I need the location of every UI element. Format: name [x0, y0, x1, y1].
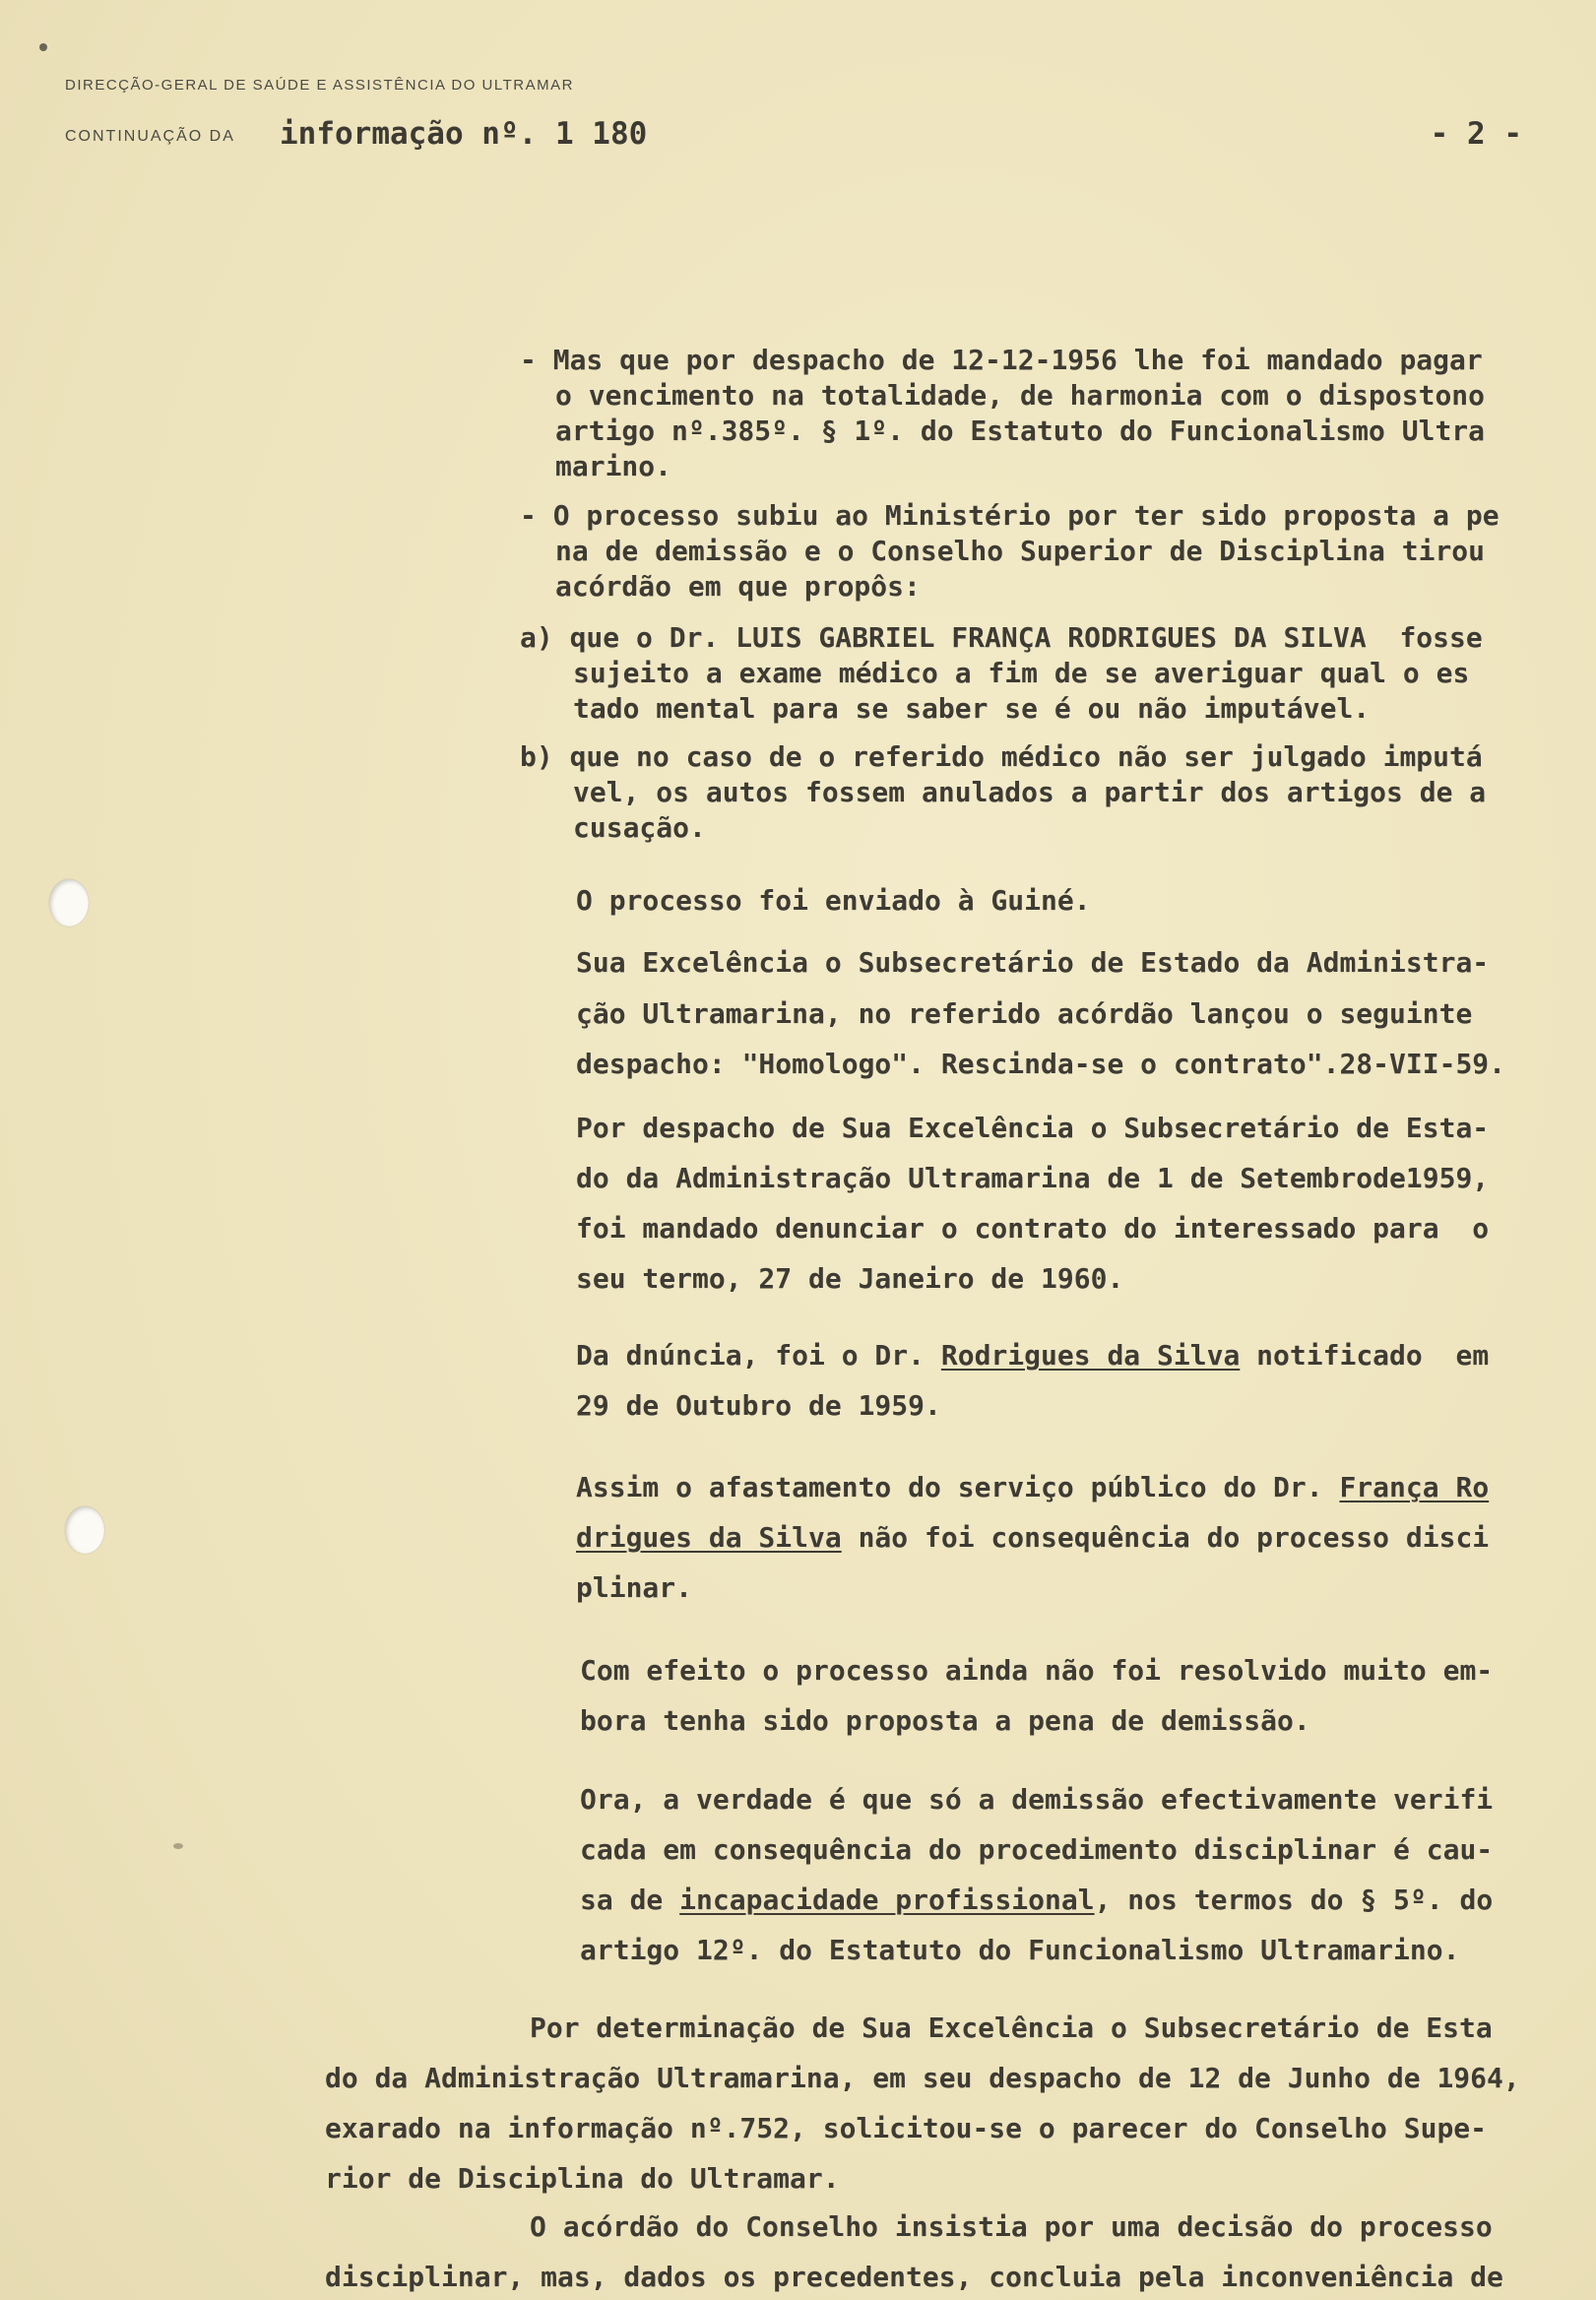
body-line: seu termo, 27 de Janeiro de 1960.: [576, 1262, 1124, 1295]
body-line: marino.: [555, 450, 672, 482]
body-line: vel, os autos fossem anulados a partir dos artigos de a: [573, 776, 1487, 808]
body-line: na de demissão e o Conselho Superior de Disciplina tirou: [555, 535, 1486, 567]
ink-speck: [39, 43, 47, 51]
body-line: do da Administração Ultramarina de 1 de Setembrode1959,: [576, 1162, 1490, 1194]
body-line: ção Ultramarina, no referido acórdão lançou o seguinte: [576, 997, 1473, 1030]
body-line: foi mandado denunciar o contrato do interessado para o: [576, 1212, 1490, 1245]
body-line: Sua Excelência o Subsecretário de Estado da Administra-: [576, 946, 1490, 979]
body-line: - Mas que por despacho de 12-12-1956 lhe foi mandado pagar: [520, 344, 1483, 376]
body-line: sujeito a exame médico a fim de se averiguar qual o es: [573, 657, 1470, 689]
body-line: Por despacho de Sua Excelência o Subsecretário de Esta-: [576, 1112, 1490, 1144]
body-line: b) que no caso de o referido médico não ser julgado imputá: [520, 740, 1483, 773]
body-line: tado mental para se saber se é ou não imputável.: [573, 692, 1371, 725]
page-number: - 2 -: [1430, 116, 1522, 152]
continuation-line: [65, 116, 1522, 156]
body-line: Assim o afastamento do serviço público do Dr. França Ro: [576, 1471, 1490, 1503]
punch-hole: [65, 1506, 104, 1554]
continuation-label: CONTINUAÇÃO DA: [65, 128, 235, 145]
underlined-phrase: drigues da Silva: [576, 1521, 842, 1554]
body-line: cada em consequência do procedimento disciplinar é cau-: [580, 1833, 1494, 1866]
body-line: rior de Disciplina do Ultramar.: [325, 2162, 840, 2195]
body-line: artigo nº.385º. § 1º. do Estatuto do Funcionalismo Ultra: [555, 415, 1486, 447]
body-line: disciplinar, mas, dados os precedentes, concluia pela inconveniência de: [325, 2261, 1503, 2293]
body-line: sa de incapacidade profissional, nos termos do § 5º. do: [580, 1884, 1494, 1916]
ink-speck: [173, 1843, 183, 1849]
body-line: exarado na informação nº.752, solicitou-se o parecer do Conselho Supe-: [325, 2112, 1488, 2144]
underlined-phrase: França Ro: [1339, 1471, 1490, 1503]
body-line: drigues da Silva não foi consequência do processo disci: [576, 1521, 1490, 1554]
letterhead: DIRECÇÃO-GERAL DE SAÚDE E ASSISTÊNCIA DO ULTRAMAR: [65, 77, 574, 94]
body-line: Com efeito o processo ainda não foi resolvido muito em-: [580, 1654, 1494, 1687]
body-line: Ora, a verdade é que só a demissão efectivamente verifi: [580, 1783, 1494, 1816]
body-line: o vencimento na totalidade, de harmonia com o dispostono: [555, 379, 1486, 412]
body-line: bora tenha sido proposta a pena de demissão.: [580, 1704, 1310, 1737]
body-line: Por determinação de Sua Excelência o Subsecretário de Esta: [530, 2012, 1493, 2044]
body-line: - O processo subiu ao Ministério por ter sido proposta a pe: [520, 499, 1500, 532]
body-line: plinar.: [576, 1571, 693, 1604]
body-line: acórdão em que propôs:: [555, 570, 921, 603]
body-line: O processo foi enviado à Guiné.: [576, 884, 1091, 917]
underlined-phrase: incapacidade profissional: [679, 1884, 1095, 1916]
body-line: O acórdão do Conselho insistia por uma decisão do processo: [530, 2210, 1493, 2243]
body-line: a) que o Dr. LUIS GABRIEL FRANÇA RODRIGUES DA SILVA fosse: [520, 621, 1483, 654]
underlined-phrase: Rodrigues da Silva: [940, 1339, 1241, 1372]
body-line: Da dnúncia, foi o Dr. Rodrigues da Silva notificado em: [576, 1339, 1490, 1372]
punch-hole: [49, 879, 89, 926]
body-line: despacho: "Homologo". Rescinda-se o contrato".28-VII-59.: [576, 1048, 1506, 1080]
body-line: artigo 12º. do Estatuto do Funcionalismo Ultramarino.: [580, 1934, 1460, 1966]
body-line: do da Administração Ultramarina, em seu despacho de 12 de Junho de 1964,: [325, 2062, 1520, 2094]
body-line: cusação.: [573, 811, 706, 844]
information-reference: informação nº. 1 180: [280, 116, 648, 152]
body-line: 29 de Outubro de 1959.: [576, 1389, 941, 1422]
